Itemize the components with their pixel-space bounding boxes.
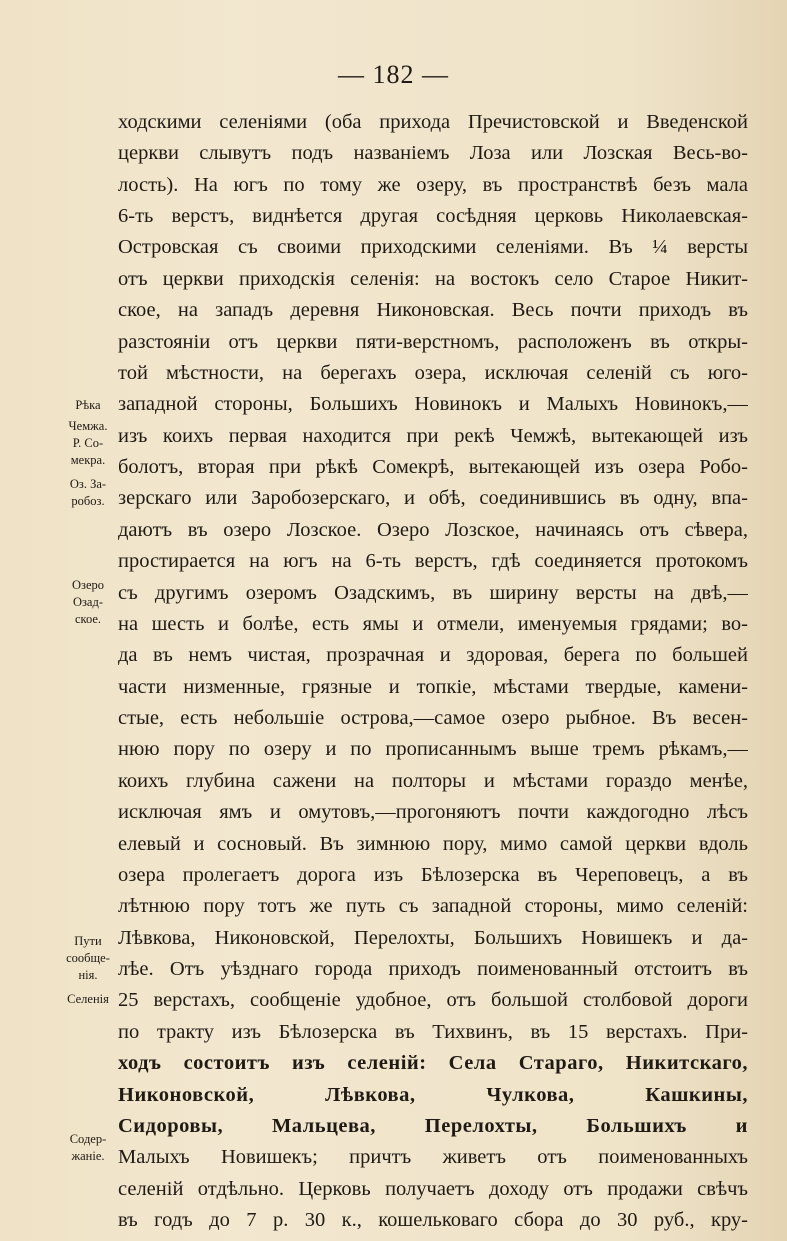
text-line: въ годъ до 7 р. 30 к., кошельковаго сбора до 30 руб., кру- bbox=[118, 1209, 748, 1231]
text-line: зерскаго или Заробозерскаго, и обѣ, соединившись въ одну, впа- bbox=[118, 487, 748, 509]
text-line: 6-ть верстъ, виднѣется другая сосѣдняя церковь Николаевская- bbox=[118, 205, 748, 227]
margin-note: нія. bbox=[78, 968, 98, 982]
text-line: нюю пору по озеру и по прописаннымъ выше тремъ рѣкамъ,— bbox=[118, 738, 748, 760]
text-line: Островская съ своими приходскими селеніями. Въ ¼ версты bbox=[118, 236, 748, 258]
margin-note: жаніе. bbox=[71, 1149, 105, 1163]
margin-note: Пути bbox=[74, 934, 102, 948]
margin-note: Оз. За- bbox=[69, 477, 107, 491]
margin-note: мекра. bbox=[70, 453, 106, 467]
text-line: даютъ въ озеро Лозское. Озеро Лозское, начинаясь отъ сѣвера, bbox=[118, 519, 748, 541]
text-line: по тракту изъ Бѣлозерска въ Тихвинъ, въ 15 верстахъ. При- bbox=[118, 1021, 748, 1043]
text-line: 25 верстахъ, сообщеніе удобное, отъ большой столбовой дороги bbox=[118, 989, 748, 1011]
text-line: ходъ состоитъ изъ селеній: Села Стараго, Никитскаго, bbox=[118, 1052, 748, 1074]
text-line: отъ церкви приходскія селенія: на востокъ село Старое Никит- bbox=[118, 268, 748, 290]
margin-note: Содер- bbox=[69, 1132, 107, 1146]
text-line: западной стороны, Большихъ Новинокъ и Малыхъ Новинокъ,— bbox=[118, 393, 748, 415]
margin-note: Рѣка bbox=[75, 398, 101, 412]
text-line: разстояніи отъ церкви пяти-верстномъ, расположенъ въ откры- bbox=[118, 331, 748, 353]
text-line: болотъ, вторая при рѣкѣ Сомекрѣ, вытекающей изъ озера Робо- bbox=[118, 456, 748, 478]
text-line: изъ коихъ первая находится при рекѣ Чемжѣ, вытекающей изъ bbox=[118, 425, 748, 447]
text-line: лость). На югъ по тому же озеру, въ пространствѣ безъ мала bbox=[118, 174, 748, 196]
text-line: да въ немъ чистая, прозрачная и здоровая, берега по большей bbox=[118, 644, 748, 666]
text-line: той мѣстности, на берегахъ озера, исключая селеній съ юго- bbox=[118, 362, 748, 384]
text-line: лѣе. Отъ уѣзднаго города приходъ поименованный отстоитъ въ bbox=[118, 958, 748, 980]
text-line: селеній отдѣльно. Церковь получаетъ доходу отъ продажи свѣчъ bbox=[118, 1178, 748, 1200]
text-line: съ другимъ озеромъ Озадскимъ, въ ширину версты на двѣ,— bbox=[118, 582, 748, 604]
margin-note: Чемжа. bbox=[68, 419, 108, 433]
margin-note: ское. bbox=[74, 612, 102, 626]
margin-note: Озеро bbox=[71, 578, 104, 592]
margin-note: робоз. bbox=[71, 494, 105, 508]
text-line: на шесть и болѣе, есть ямы и отмели, именуемыя грядами; во- bbox=[118, 613, 748, 635]
margin-note: Р. Со- bbox=[72, 436, 104, 450]
text-line: стые, есть небольшіе острова,—самое озеро рыбное. Въ весен- bbox=[118, 707, 748, 729]
text-line: Сидоровы, Мальцева, Перелохты, Большихъ и bbox=[118, 1115, 748, 1137]
text-line: коихъ глубина сажени на полторы и мѣстами гораздо менѣе, bbox=[118, 770, 748, 792]
text-line: озера пролегаетъ дорога изъ Бѣлозерска въ Череповецъ, а въ bbox=[118, 864, 748, 886]
text-line: лѣтнюю пору тотъ же путь съ западной стороны, мимо селеній: bbox=[118, 895, 748, 917]
margin-note: Селенія bbox=[67, 992, 109, 1006]
margin-note: Озад- bbox=[72, 595, 104, 609]
text-line: простирается на югъ на 6-ть верстъ, гдѣ соединяется протокомъ bbox=[118, 550, 748, 572]
text-line: Никоновской, Лѣвкова, Чулкова, Кашкины, bbox=[118, 1084, 748, 1106]
text-line: исключая ямъ и омутовъ,—прогоняютъ почти каждогодно лѣсъ bbox=[118, 801, 748, 823]
page-number: — 182 — bbox=[338, 60, 449, 89]
text-line: части низменные, грязные и топкіе, мѣстами твердые, камени- bbox=[118, 676, 748, 698]
text-line: Лѣвкова, Никоновской, Перелохты, Большихъ Новишекъ и да- bbox=[118, 927, 748, 949]
text-line: Малыхъ Новишекъ; причтъ живетъ отъ поименованныхъ bbox=[118, 1146, 748, 1168]
text-line: церкви слывутъ подъ названіемъ Лоза или Лозская Весь-во- bbox=[118, 142, 748, 164]
text-line: елевый и сосновый. Въ зимнюю пору, мимо самой церкви вдоль bbox=[118, 833, 748, 855]
text-line: ходскими селеніями (оба прихода Пречистовской и Введенской bbox=[118, 111, 748, 133]
text-line: ское, на западъ деревня Никоновская. Весь почти приходъ въ bbox=[118, 299, 748, 321]
margin-note: сообще- bbox=[66, 951, 110, 965]
